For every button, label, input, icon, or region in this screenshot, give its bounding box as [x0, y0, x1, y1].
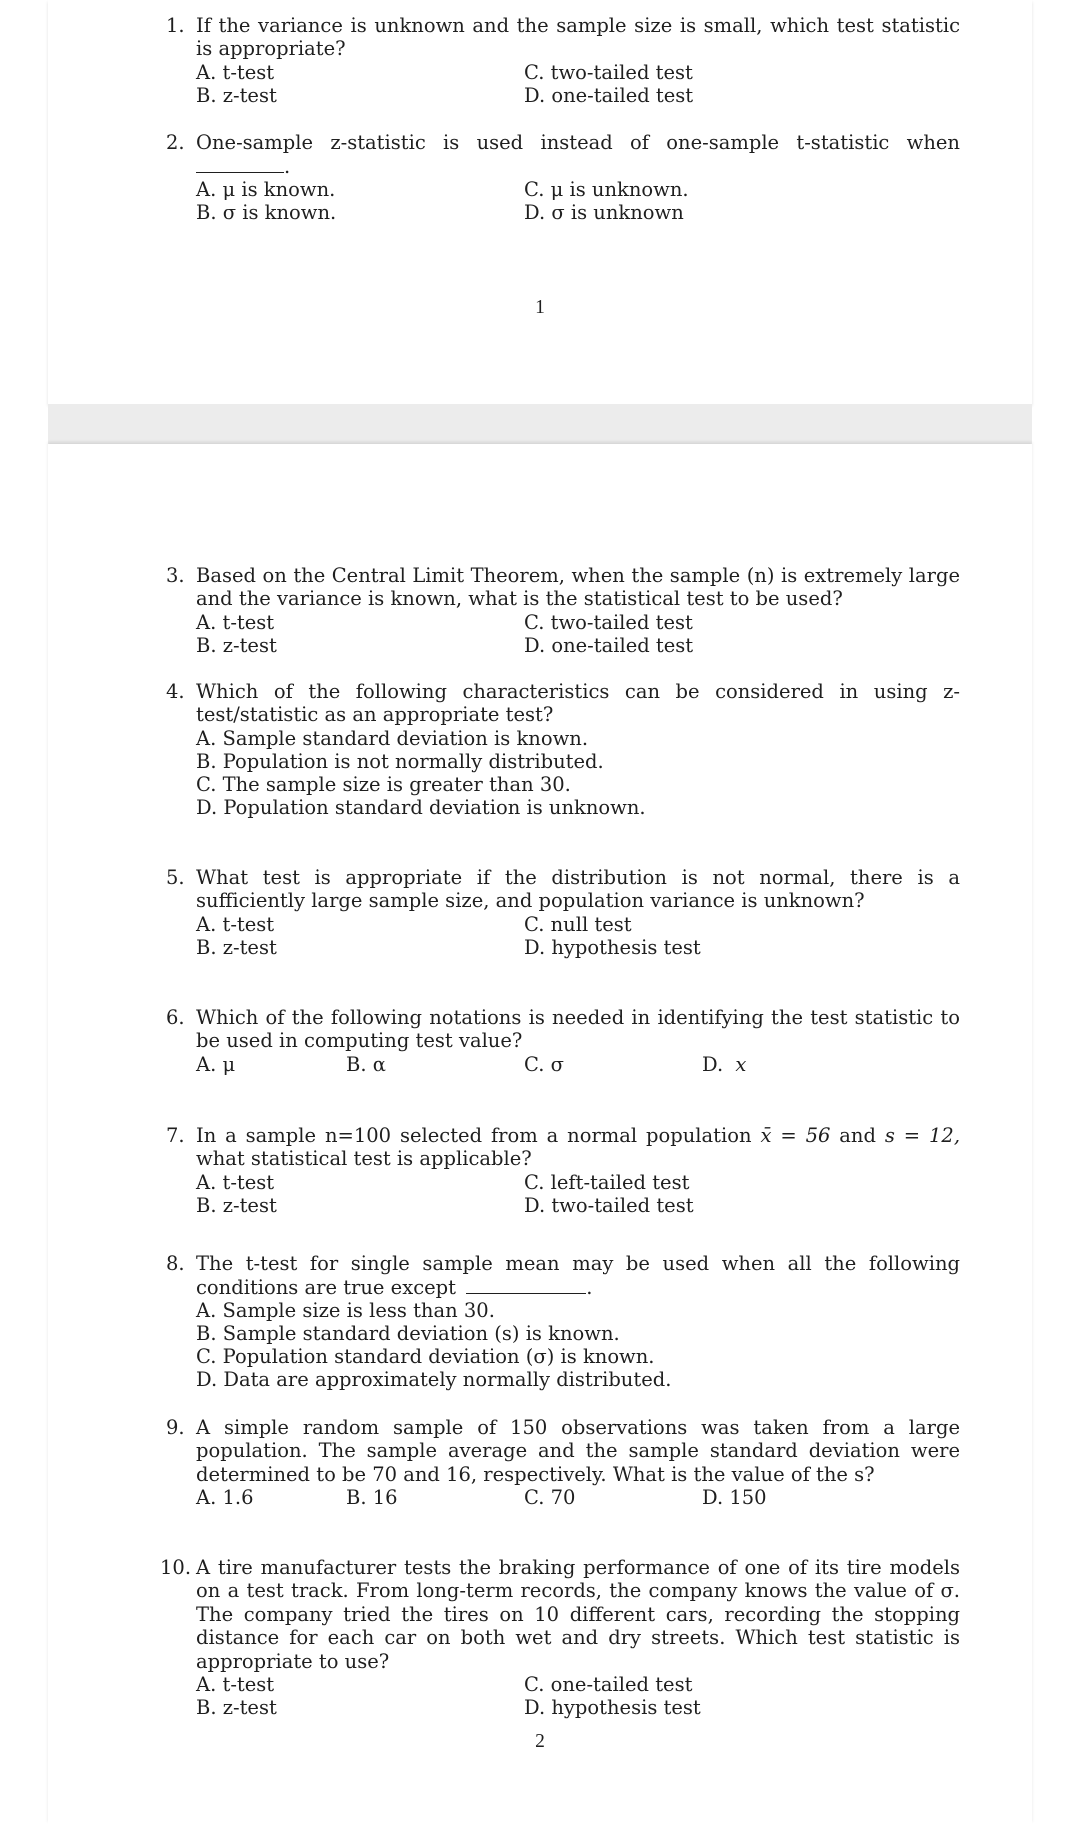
option-a: A. Sample size is less than 30. — [196, 1299, 495, 1322]
question-stem: If the variance is unknown and the sample size is small, which test statistic is appropriate? — [196, 14, 960, 61]
option-a: A. μ — [196, 1053, 236, 1076]
option-d: D. Data are approximately normally distributed. — [196, 1368, 672, 1391]
option-a: A. t-test — [196, 1673, 275, 1696]
s-equation: s = 12, — [884, 1124, 961, 1147]
option-d-symbol: x — [735, 1053, 747, 1076]
page-gap — [48, 404, 1032, 444]
question-stem: Which of the following notations is needed in identifying the test statistic to be used in computing test value? — [196, 1006, 960, 1053]
question-stem-line2: what statistical test is applicable? — [196, 1147, 532, 1170]
option-a: A. t-test — [196, 1171, 275, 1194]
question-number: 2. — [166, 131, 185, 154]
stem-and: and — [839, 1124, 876, 1147]
option-b: B. z-test — [196, 1194, 277, 1217]
option-d — [702, 1053, 746, 1076]
option-d: D. hypothesis test — [524, 936, 701, 959]
option-a: A. 1.6 — [196, 1486, 254, 1509]
xbar-equation: x̄ = 56 — [760, 1124, 831, 1147]
option-d: D. two-tailed test — [524, 1194, 694, 1217]
option-d: D. one-tailed test — [524, 84, 694, 107]
option-a: A. t-test — [196, 61, 275, 84]
option-d: D. hypothesis test — [524, 1696, 701, 1719]
option-c: C. left-tailed test — [524, 1171, 690, 1194]
question-stem-line1: The t-test for single sample mean may be used when all the following — [196, 1252, 960, 1275]
option-c: C. 70 — [524, 1486, 576, 1509]
option-a: A. t-test — [196, 913, 275, 936]
question-stem: What test is appropriate if the distribution is not normal, there is a sufficiently large sample size, and population variance is unknown? — [196, 866, 960, 913]
option-b: B. z-test — [196, 1696, 277, 1719]
option-b: B. z-test — [196, 936, 277, 959]
option-d: D. 150 — [702, 1486, 767, 1509]
option-d-label: D. — [702, 1053, 724, 1076]
option-b: B. α — [346, 1053, 386, 1076]
answer-blank — [196, 154, 284, 173]
stem-end: . — [284, 155, 291, 178]
option-c: C. two-tailed test — [524, 611, 693, 634]
question-stem-line1 — [196, 1124, 960, 1147]
question-number: 10. — [160, 1556, 192, 1579]
option-b: B. Sample standard deviation (s) is known. — [196, 1322, 620, 1345]
question-number: 6. — [166, 1006, 185, 1029]
question-number: 7. — [166, 1124, 185, 1147]
option-c: C. σ — [524, 1053, 564, 1076]
question-number: 9. — [166, 1416, 185, 1439]
question-number: 8. — [166, 1252, 185, 1275]
option-c: C. one-tailed test — [524, 1673, 693, 1696]
question-stem: A tire manufacturer tests the braking performance of one of its tire models on a test track. From long-term records, the company knows the value of σ. The company tried the tires on 10 different cars, recording the stopping distance for each car on both wet and dry streets. Which test statistic is appropriate to use? — [196, 1556, 960, 1673]
question-stem: One-sample z-statistic is used instead of one-sample t-statistic when — [196, 131, 960, 154]
question-stem-blank — [196, 154, 960, 178]
document-page-2 — [48, 444, 1032, 1824]
option-b: B. 16 — [346, 1486, 398, 1509]
option-c: C. null test — [524, 913, 632, 936]
option-a: A. Sample standard deviation is known. — [196, 727, 589, 750]
stem-end: . — [586, 1276, 593, 1299]
option-c: C. Population standard deviation (σ) is known. — [196, 1345, 655, 1368]
option-b: B. Population is not normally distributed. — [196, 750, 604, 773]
stem-text: In a sample n=100 selected from a normal population — [196, 1124, 752, 1147]
option-c: C. The sample size is greater than 30. — [196, 773, 571, 796]
option-a: A. t-test — [196, 611, 275, 634]
option-d: D. one-tailed test — [524, 634, 694, 657]
option-c: C. two-tailed test — [524, 61, 693, 84]
option-b: B. σ is known. — [196, 201, 337, 224]
option-d: D. σ is unknown — [524, 201, 684, 224]
option-b: B. z-test — [196, 84, 277, 107]
question-stem: Which of the following characteristics can be considered in using z-test/statistic as an appropriate test? — [196, 680, 960, 727]
document-page-1 — [48, 0, 1032, 404]
question-stem-line2 — [196, 1275, 960, 1299]
question-stem: A simple random sample of 150 observations was taken from a large population. The sample average and the sample standard deviation were determined to be 70 and 16, respectively. What is the value of the s? — [196, 1416, 960, 1486]
question-number: 1. — [166, 14, 185, 37]
question-number: 3. — [166, 564, 185, 587]
question-number: 5. — [166, 866, 185, 889]
answer-blank — [466, 1275, 586, 1294]
question-stem: Based on the Central Limit Theorem, when the sample (n) is extremely large and the variance is known, what is the statistical test to be used? — [196, 564, 960, 611]
option-d: D. Population standard deviation is unknown. — [196, 796, 646, 819]
option-c: C. μ is unknown. — [524, 178, 689, 201]
option-b: B. z-test — [196, 634, 277, 657]
page-number: 1 — [535, 297, 545, 318]
page-number: 2 — [535, 1731, 545, 1752]
question-number: 4. — [166, 680, 185, 703]
stem-text: conditions are true except — [196, 1276, 456, 1299]
option-a: A. μ is known. — [196, 178, 336, 201]
